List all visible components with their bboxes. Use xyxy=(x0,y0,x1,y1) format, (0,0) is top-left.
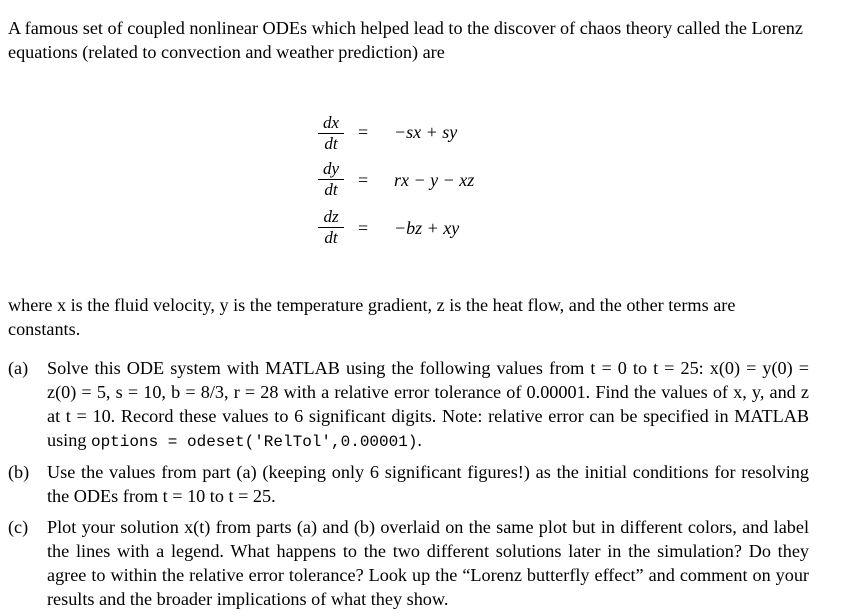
intro-paragraph: A famous set of coupled nonlinear ODEs which helped lead to the discover of chaos theory called the Lorenz equations (related to convection and weather prediction) are xyxy=(8,18,803,62)
derivative-dx-dt xyxy=(316,114,346,153)
denominator: dt xyxy=(324,134,338,153)
equals-sign: = xyxy=(358,218,369,238)
item-text xyxy=(47,356,809,454)
item-text: Plot your solution x(t) from parts (a) and (b) overlaid on the same plot but in different colors, and label the lines with a legend. What happens to the two different solutions later in the simulation? Do they agree to within the relative error tolerance? Look up the “Lorenz butterfly effect” and comment on your results and the broader implications of what they show. xyxy=(47,517,809,609)
item-text-end: . xyxy=(417,430,422,450)
rhs-expression: −bz + xy xyxy=(394,218,460,238)
numerator: dx xyxy=(322,113,340,132)
derivative-dy-dt xyxy=(316,160,346,199)
denominator: dt xyxy=(324,228,338,247)
item-label: (a) xyxy=(8,358,29,378)
variables-paragraph: where x is the fluid velocity, y is the temperature gradient, z is the heat flow, and the other terms are constants. xyxy=(8,295,736,339)
numerator: dy xyxy=(322,159,340,178)
rhs-expression: −sx + sy xyxy=(394,122,458,142)
rhs-expression: rx − y − xz xyxy=(394,170,475,190)
item-text-body: Solve this ODE system with MATLAB using the following values from t = 0 to t = 25: x(0) = y(0) = z(0) = 5, s = 10, b = 8/3, r = 28 with a relative error tolerance of 0.00001. Find the values of x, y, and z at t = 10. Record these values to 6 significant digits. Note: relative error can be specified in MATLAB using xyxy=(47,358,809,450)
item-text: Use the values from part (a) (keeping only 6 significant figures!) as the initial conditions for resolving the ODEs from t = 10 to t = 25. xyxy=(47,462,809,506)
matlab-code: options = odeset('RelTol',0.00001) xyxy=(90,433,418,451)
item-label: (b) xyxy=(8,462,30,482)
equals-sign: = xyxy=(358,170,369,190)
numerator: dz xyxy=(323,207,339,226)
denominator: dt xyxy=(324,180,338,199)
derivative-dz-dt xyxy=(316,208,346,247)
item-label: (c) xyxy=(8,517,29,537)
equals-sign: = xyxy=(358,122,369,142)
